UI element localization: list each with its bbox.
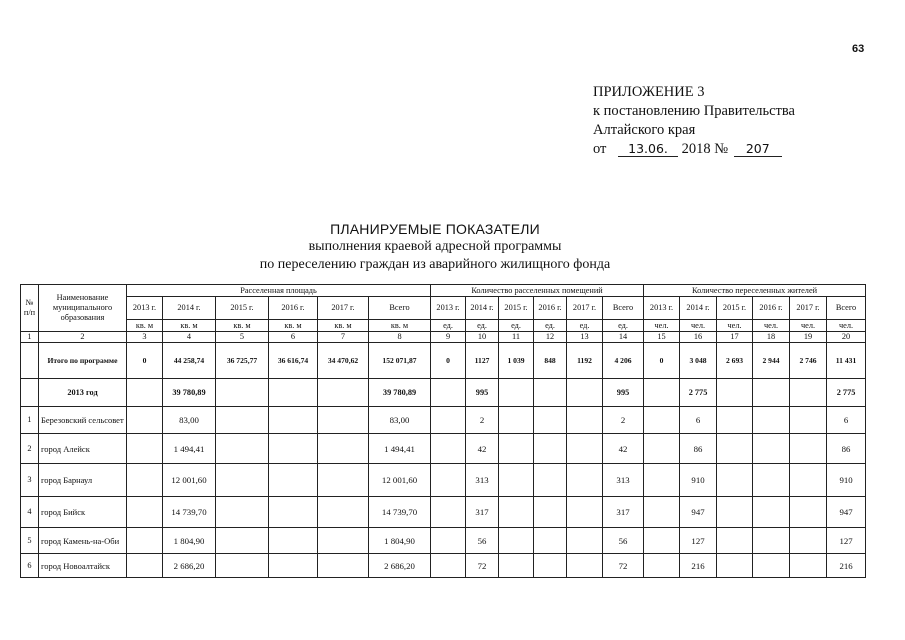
row-number: 6 bbox=[21, 554, 39, 578]
value-cell bbox=[216, 528, 269, 554]
value-cell: 848 bbox=[534, 343, 567, 379]
value-cell: 1 804,90 bbox=[163, 528, 216, 554]
value-cell bbox=[790, 407, 827, 434]
value-cell bbox=[431, 497, 466, 528]
unit-header: кв. м bbox=[127, 320, 163, 332]
value-cell bbox=[127, 497, 163, 528]
value-cell: 2 686,20 bbox=[369, 554, 431, 578]
value-cell bbox=[753, 497, 790, 528]
value-cell bbox=[431, 528, 466, 554]
year-header: 2017 г. bbox=[318, 297, 369, 320]
value-cell bbox=[318, 528, 369, 554]
value-cell: 83,00 bbox=[369, 407, 431, 434]
value-cell: 1192 bbox=[567, 343, 603, 379]
unit-header: ед. bbox=[466, 320, 499, 332]
group-header-rooms: Количество расселенных помещений bbox=[431, 285, 644, 297]
value-cell bbox=[534, 407, 567, 434]
value-cell bbox=[567, 434, 603, 464]
value-cell bbox=[790, 464, 827, 497]
unit-header: ед. bbox=[603, 320, 644, 332]
year-header: 2016 г. bbox=[269, 297, 318, 320]
value-cell: 6 bbox=[827, 407, 866, 434]
value-cell: 1 494,41 bbox=[163, 434, 216, 464]
row-number: 5 bbox=[21, 528, 39, 554]
value-cell: 44 258,74 bbox=[163, 343, 216, 379]
value-cell: 216 bbox=[680, 554, 717, 578]
row-number bbox=[21, 343, 39, 379]
value-cell: 317 bbox=[603, 497, 644, 528]
year-header: 2013 г. bbox=[127, 297, 163, 320]
year-header: 2015 г. bbox=[216, 297, 269, 320]
indicators-table bbox=[20, 284, 866, 578]
column-number: 5 bbox=[216, 332, 269, 343]
heading-line-3: по переселению граждан из аварийного жилищного фонда bbox=[259, 257, 611, 272]
value-cell bbox=[499, 528, 534, 554]
value-cell: 36 725,77 bbox=[216, 343, 269, 379]
unit-header: кв. м bbox=[216, 320, 269, 332]
date-year-sign: 2018 № bbox=[681, 141, 729, 157]
value-cell bbox=[318, 407, 369, 434]
value-cell bbox=[127, 464, 163, 497]
header-row-groups bbox=[21, 285, 866, 297]
value-cell: 3 048 bbox=[680, 343, 717, 379]
year-header: 2017 г. bbox=[567, 297, 603, 320]
value-cell: 42 bbox=[466, 434, 499, 464]
value-cell: 152 071,87 bbox=[369, 343, 431, 379]
unit-header: чел. bbox=[790, 320, 827, 332]
value-cell: 1 039 bbox=[499, 343, 534, 379]
value-cell bbox=[216, 497, 269, 528]
value-cell bbox=[269, 379, 318, 407]
date-day-month: 13.06. bbox=[618, 142, 678, 157]
col-header-name: Наименование муниципального образования bbox=[39, 285, 127, 332]
value-cell: 56 bbox=[603, 528, 644, 554]
unit-header: кв. м bbox=[269, 320, 318, 332]
value-cell bbox=[127, 528, 163, 554]
unit-header: ед. bbox=[431, 320, 466, 332]
value-cell bbox=[644, 407, 680, 434]
table-row bbox=[21, 464, 866, 497]
unit-header: чел. bbox=[827, 320, 866, 332]
table-row bbox=[21, 554, 866, 578]
value-cell: 317 bbox=[466, 497, 499, 528]
value-cell bbox=[717, 497, 753, 528]
year-header: 2016 г. bbox=[534, 297, 567, 320]
value-cell: 12 001,60 bbox=[163, 464, 216, 497]
value-cell bbox=[269, 528, 318, 554]
value-cell bbox=[567, 528, 603, 554]
group-header-people: Количество переселенных жителей bbox=[644, 285, 866, 297]
year-header: 2014 г. bbox=[163, 297, 216, 320]
value-cell: 0 bbox=[644, 343, 680, 379]
value-cell bbox=[644, 497, 680, 528]
column-number: 14 bbox=[603, 332, 644, 343]
value-cell bbox=[753, 379, 790, 407]
column-number: 20 bbox=[827, 332, 866, 343]
row-number: 3 bbox=[21, 464, 39, 497]
column-number: 9 bbox=[431, 332, 466, 343]
year-header: Всего bbox=[369, 297, 431, 320]
value-cell bbox=[644, 464, 680, 497]
heading-block bbox=[250, 220, 620, 274]
column-number: 18 bbox=[753, 332, 790, 343]
value-cell: 0 bbox=[431, 343, 466, 379]
value-cell bbox=[216, 434, 269, 464]
value-cell: 39 780,89 bbox=[163, 379, 216, 407]
municipality-name: 2013 год bbox=[39, 379, 127, 407]
value-cell: 72 bbox=[466, 554, 499, 578]
year-header: Всего bbox=[603, 297, 644, 320]
value-cell bbox=[753, 528, 790, 554]
unit-header: кв. м bbox=[318, 320, 369, 332]
appendix-line-2: к постановлению Правительства bbox=[593, 103, 795, 119]
municipality-name: город Барнаул bbox=[39, 464, 127, 497]
value-cell bbox=[790, 497, 827, 528]
column-number: 1 bbox=[21, 332, 39, 343]
heading-line-2: выполнения краевой адресной программы bbox=[308, 239, 562, 254]
value-cell: 2 775 bbox=[680, 379, 717, 407]
value-cell: 995 bbox=[603, 379, 644, 407]
page-title: ПЛАНИРУЕМЫЕ ПОКАЗАТЕЛИ bbox=[330, 221, 540, 237]
value-cell: 83,00 bbox=[163, 407, 216, 434]
value-cell bbox=[717, 528, 753, 554]
value-cell: 2 746 bbox=[790, 343, 827, 379]
value-cell: 12 001,60 bbox=[369, 464, 431, 497]
value-cell bbox=[127, 379, 163, 407]
value-cell bbox=[790, 528, 827, 554]
value-cell: 947 bbox=[827, 497, 866, 528]
value-cell bbox=[127, 407, 163, 434]
value-cell bbox=[567, 379, 603, 407]
value-cell bbox=[534, 497, 567, 528]
column-number: 17 bbox=[717, 332, 753, 343]
value-cell: 86 bbox=[680, 434, 717, 464]
value-cell bbox=[644, 554, 680, 578]
group-header-area: Расселенная площадь bbox=[127, 285, 431, 297]
value-cell: 2 693 bbox=[717, 343, 753, 379]
value-cell bbox=[753, 434, 790, 464]
value-cell bbox=[644, 434, 680, 464]
value-cell bbox=[534, 554, 567, 578]
row-number: 4 bbox=[21, 497, 39, 528]
value-cell bbox=[790, 434, 827, 464]
column-number: 12 bbox=[534, 332, 567, 343]
table-row bbox=[21, 528, 866, 554]
value-cell: 910 bbox=[680, 464, 717, 497]
value-cell: 14 739,70 bbox=[163, 497, 216, 528]
value-cell bbox=[269, 407, 318, 434]
value-cell bbox=[499, 407, 534, 434]
value-cell bbox=[567, 554, 603, 578]
value-cell bbox=[318, 497, 369, 528]
value-cell bbox=[216, 464, 269, 497]
value-cell bbox=[318, 434, 369, 464]
column-number: 10 bbox=[466, 332, 499, 343]
column-number: 6 bbox=[269, 332, 318, 343]
value-cell bbox=[269, 434, 318, 464]
value-cell: 995 bbox=[466, 379, 499, 407]
unit-header: ед. bbox=[499, 320, 534, 332]
value-cell bbox=[717, 434, 753, 464]
value-cell: 127 bbox=[680, 528, 717, 554]
value-cell bbox=[431, 434, 466, 464]
table-row bbox=[21, 407, 866, 434]
column-number: 3 bbox=[127, 332, 163, 343]
value-cell: 216 bbox=[827, 554, 866, 578]
value-cell: 2 bbox=[603, 407, 644, 434]
value-cell bbox=[499, 464, 534, 497]
value-cell bbox=[216, 407, 269, 434]
header-row-units bbox=[21, 320, 866, 332]
unit-header: ед. bbox=[567, 320, 603, 332]
value-cell: 1127 bbox=[466, 343, 499, 379]
value-cell: 313 bbox=[466, 464, 499, 497]
col-header-no: № п/п bbox=[21, 285, 39, 332]
value-cell bbox=[567, 407, 603, 434]
appendix-title: ПРИЛОЖЕНИЕ 3 bbox=[593, 84, 705, 100]
column-number: 2 bbox=[39, 332, 127, 343]
unit-header: чел. bbox=[680, 320, 717, 332]
year-header: 2016 г. bbox=[753, 297, 790, 320]
value-cell bbox=[216, 379, 269, 407]
unit-header: ед. bbox=[534, 320, 567, 332]
unit-header: кв. м bbox=[163, 320, 216, 332]
total-row bbox=[21, 343, 866, 379]
value-cell bbox=[717, 464, 753, 497]
column-number: 8 bbox=[369, 332, 431, 343]
municipality-name: город Бийск bbox=[39, 497, 127, 528]
value-cell bbox=[499, 554, 534, 578]
value-cell bbox=[499, 497, 534, 528]
table-row bbox=[21, 434, 866, 464]
value-cell bbox=[127, 554, 163, 578]
row-number: 1 bbox=[21, 407, 39, 434]
value-cell bbox=[499, 434, 534, 464]
value-cell: 910 bbox=[827, 464, 866, 497]
value-cell: 0 bbox=[127, 343, 163, 379]
document-number: 207 bbox=[734, 142, 782, 157]
year-header: 2017 г. bbox=[790, 297, 827, 320]
year-subtotal-row bbox=[21, 379, 866, 407]
year-header: 2014 г. bbox=[680, 297, 717, 320]
value-cell: 127 bbox=[827, 528, 866, 554]
value-cell: 11 431 bbox=[827, 343, 866, 379]
unit-header: чел. bbox=[717, 320, 753, 332]
appendix-date-line bbox=[593, 140, 795, 159]
value-cell bbox=[567, 464, 603, 497]
year-header: 2013 г. bbox=[644, 297, 680, 320]
value-cell bbox=[431, 379, 466, 407]
appendix-block bbox=[593, 83, 795, 159]
row-number: 2 bbox=[21, 434, 39, 464]
value-cell bbox=[318, 379, 369, 407]
header-row-years bbox=[21, 297, 866, 320]
value-cell bbox=[753, 407, 790, 434]
value-cell: 2 bbox=[466, 407, 499, 434]
value-cell bbox=[318, 554, 369, 578]
value-cell: 56 bbox=[466, 528, 499, 554]
column-number: 11 bbox=[499, 332, 534, 343]
column-number: 7 bbox=[318, 332, 369, 343]
value-cell bbox=[644, 528, 680, 554]
value-cell: 4 206 bbox=[603, 343, 644, 379]
value-cell bbox=[534, 464, 567, 497]
value-cell bbox=[499, 379, 534, 407]
value-cell bbox=[717, 554, 753, 578]
value-cell bbox=[644, 379, 680, 407]
value-cell bbox=[318, 464, 369, 497]
unit-header: чел. bbox=[644, 320, 680, 332]
column-number: 4 bbox=[163, 332, 216, 343]
value-cell bbox=[534, 528, 567, 554]
value-cell: 2 944 bbox=[753, 343, 790, 379]
value-cell bbox=[431, 464, 466, 497]
value-cell: 14 739,70 bbox=[369, 497, 431, 528]
value-cell bbox=[790, 554, 827, 578]
value-cell: 39 780,89 bbox=[369, 379, 431, 407]
municipality-name: город Камень-на-Оби bbox=[39, 528, 127, 554]
municipality-name: город Алейск bbox=[39, 434, 127, 464]
column-number: 13 bbox=[567, 332, 603, 343]
value-cell bbox=[269, 497, 318, 528]
year-header: 2014 г. bbox=[466, 297, 499, 320]
column-number: 19 bbox=[790, 332, 827, 343]
value-cell bbox=[753, 554, 790, 578]
unit-header: чел. bbox=[753, 320, 790, 332]
value-cell bbox=[717, 379, 753, 407]
column-number: 16 bbox=[680, 332, 717, 343]
value-cell: 36 616,74 bbox=[269, 343, 318, 379]
value-cell bbox=[567, 497, 603, 528]
header-row-numbers bbox=[21, 332, 866, 343]
value-cell bbox=[269, 554, 318, 578]
column-number: 15 bbox=[644, 332, 680, 343]
value-cell: 34 470,62 bbox=[318, 343, 369, 379]
value-cell bbox=[717, 407, 753, 434]
appendix-line-3: Алтайского края bbox=[593, 122, 696, 138]
value-cell bbox=[431, 554, 466, 578]
page-number: 63 bbox=[852, 43, 865, 55]
year-header: Всего bbox=[827, 297, 866, 320]
municipality-name: город Новоалтайск bbox=[39, 554, 127, 578]
year-header: 2015 г. bbox=[717, 297, 753, 320]
value-cell: 313 bbox=[603, 464, 644, 497]
municipality-name: Березовский сельсовет bbox=[39, 407, 127, 434]
municipality-name: Итого по программе bbox=[39, 343, 127, 379]
value-cell: 42 bbox=[603, 434, 644, 464]
row-number bbox=[21, 379, 39, 407]
value-cell bbox=[534, 434, 567, 464]
value-cell: 72 bbox=[603, 554, 644, 578]
value-cell: 1 804,90 bbox=[369, 528, 431, 554]
value-cell: 2 775 bbox=[827, 379, 866, 407]
year-header: 2013 г. bbox=[431, 297, 466, 320]
value-cell bbox=[269, 464, 318, 497]
value-cell bbox=[216, 554, 269, 578]
value-cell: 86 bbox=[827, 434, 866, 464]
value-cell bbox=[431, 407, 466, 434]
value-cell bbox=[790, 379, 827, 407]
table-row bbox=[21, 497, 866, 528]
unit-header: кв. м bbox=[369, 320, 431, 332]
value-cell: 947 bbox=[680, 497, 717, 528]
value-cell: 1 494,41 bbox=[369, 434, 431, 464]
value-cell bbox=[753, 464, 790, 497]
year-header: 2015 г. bbox=[499, 297, 534, 320]
value-cell: 2 686,20 bbox=[163, 554, 216, 578]
value-cell bbox=[127, 434, 163, 464]
value-cell: 6 bbox=[680, 407, 717, 434]
date-prefix: от bbox=[593, 141, 607, 157]
value-cell bbox=[534, 379, 567, 407]
